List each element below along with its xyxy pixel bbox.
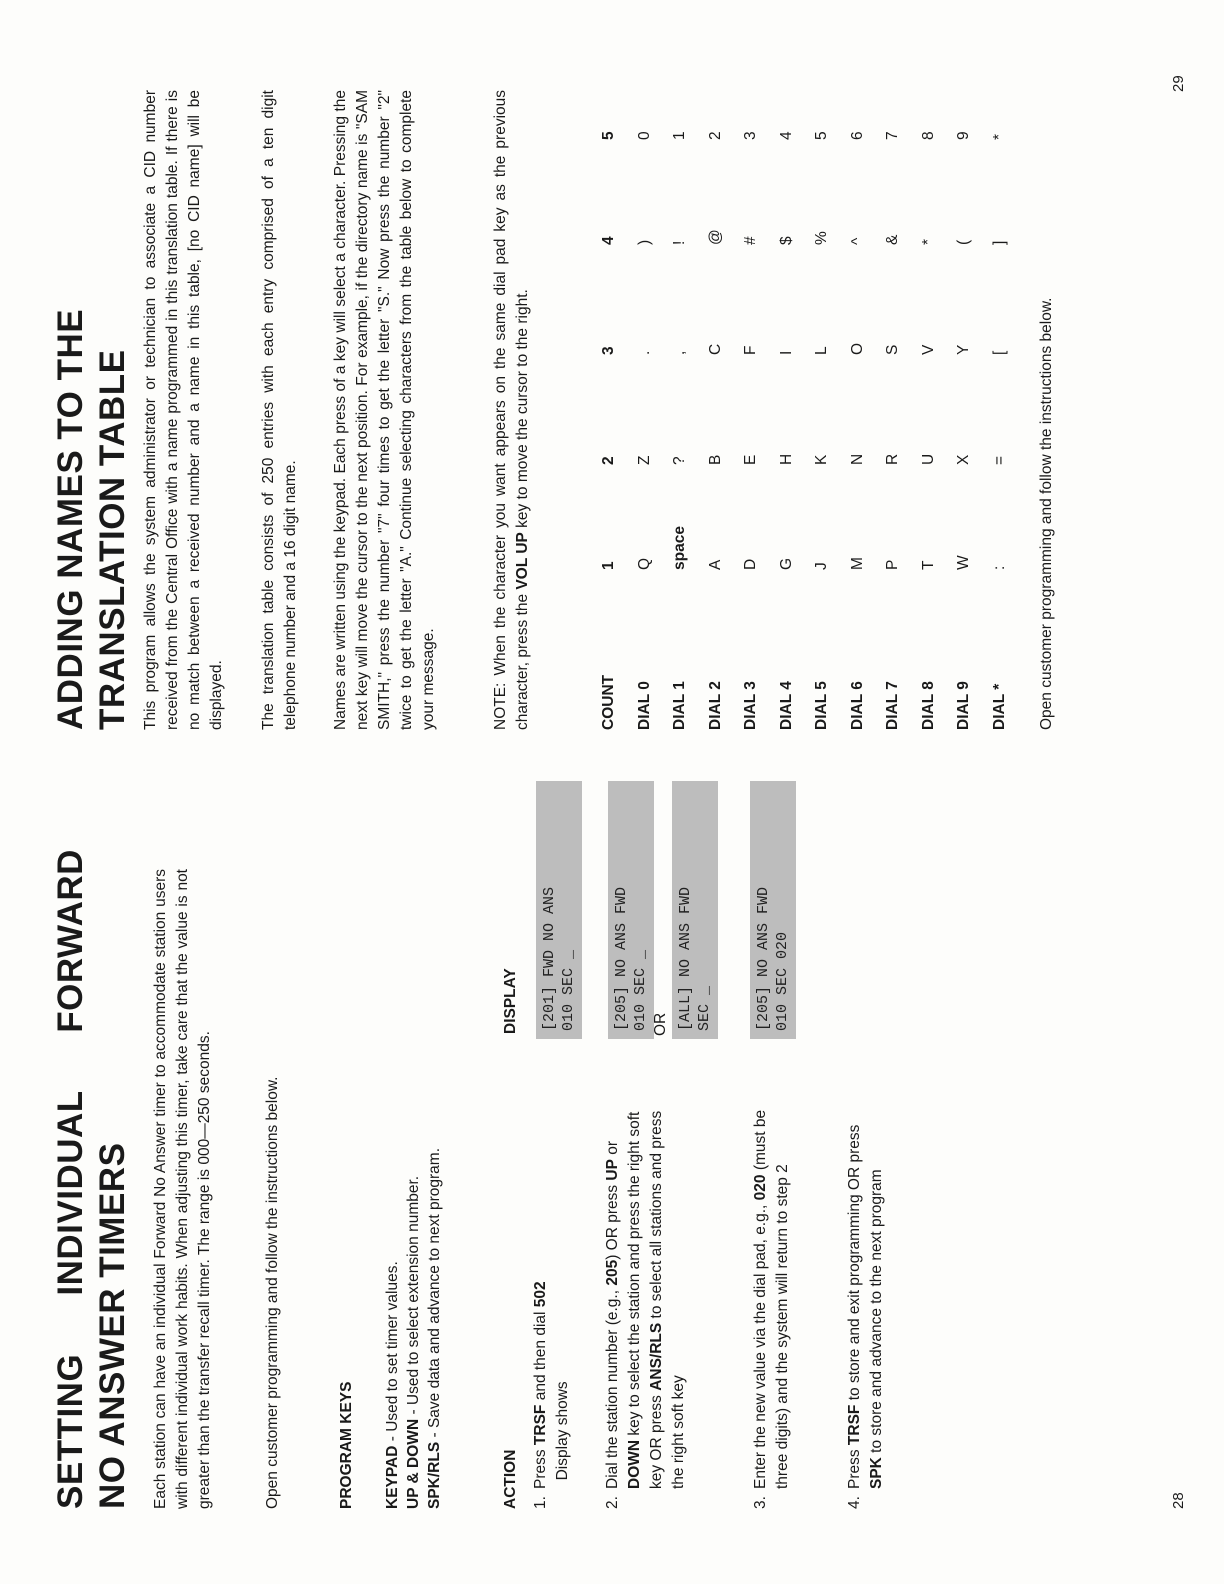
left-open-text: Open customer programming and follow the instructions below. (264, 1076, 281, 1509)
table-cell: 4 (600, 236, 617, 245)
right-para-2: The translation table consists of 250 entries with each entry comprised of a ten digit telephone number and a 16 digit name. (260, 90, 299, 730)
table-cell: [ (990, 350, 1008, 355)
table-cell: 5 (600, 131, 617, 140)
table-cell: Z (635, 455, 653, 465)
table-cell: ? (671, 456, 688, 465)
table-cell: G (777, 557, 795, 570)
table-cell: 3 (742, 131, 759, 140)
table-cell: * (990, 133, 1008, 140)
table-cell: 0 (635, 131, 653, 140)
table-cell: E (742, 454, 759, 465)
table-cell: H (777, 453, 795, 465)
table-cell: : (990, 565, 1008, 570)
or-label: OR (652, 1012, 669, 1036)
table-cell: ! (671, 240, 688, 245)
right-para-3: Names are written using the keypad. Each press of a key will select a character. Pressing the next key will move the cursor to the next position. For example, if the directory name is "SAM SMITH," press the number "7" four times to get the letter "S." Now press the number "2" twice to get the letter "A." Continue selecting characters from the table below to complete your message. (332, 90, 437, 730)
right-title-line2: TRANSLATION TABLE (93, 349, 132, 730)
lcd-display-2: [205] NO ANS FWD 010 SEC _ (608, 781, 654, 1039)
step-4-text: Press TRSF to store and exit programming OR press SPK to store and advance to the next program (846, 1124, 885, 1489)
left-intro: Each station can have an individual Forward No Answer timer to accommodate station users with different individual work habits. When adjusting this timer, take care that the value is not greater than the transfer recall timer. The range is 000—250 seconds. (152, 869, 213, 1509)
table-cell: B (706, 454, 724, 465)
left-page: SETTING INDIVIDUAL FORWARD NO ANSWER TIMERS Each station can have an individual Forward No Answer timer to accommodate station users with different individual work habits. When adjusting this timer, take care that the value is not greater than the transfer recall timer. The range is 000—250 seconds. Open customer programming and follow the instructions below. PROGRAM KEYS KEYPAD - Used to set timer values. UP & DOWN - Used to select extension number. SPK/RLS - Save data and advance to next program. ACTION DISPLAY 1. Press TRSF and then dial 502 Display shows 2. Dial the station number (e.g., 205) OR press UP or DOWN key to select the station and press the right soft key OR press ANS/RLS to select all stations and press the right soft key 3. Enter the new value via the dial pad, e.g., 020 (must be three digits) and the system will return to step 2 4. Press TRSF to store and exit programming OR press SPK to store and advance to the next program [201] FWD NO ANS 010 SEC _ [205] NO ANS FWD 010 SEC _ OR [ALL] NO ANS FWD SEC _ [205] NO ANS FWD 010 SEC 020 28 (0, 792, 1224, 1584)
table-cell: U (919, 453, 937, 465)
table-cell: # (742, 236, 759, 245)
table-row-label: DIAL 4 (777, 681, 795, 730)
table-row-label: DIAL 7 (884, 681, 901, 730)
table-cell: I (777, 350, 795, 355)
table-cell: K (813, 454, 830, 465)
lcd-display-4: [205] NO ANS FWD 010 SEC 020 (750, 781, 796, 1039)
table-cell: O (848, 342, 866, 355)
table-row-label: DIAL * (990, 683, 1008, 730)
table-cell: 1 (671, 131, 688, 140)
table-cell: N (848, 453, 866, 465)
right-open-text: Open customer programming and follow the instructions below. (1038, 297, 1055, 730)
table-cell: 7 (884, 131, 901, 140)
table-row-label: DIAL 1 (671, 681, 688, 730)
table-cell: R (884, 453, 901, 465)
table-cell: M (848, 557, 866, 570)
table-cell: V (919, 344, 937, 355)
table-cell: L (813, 346, 830, 355)
table-cell: 6 (848, 131, 866, 140)
step-2-text: Dial the station number (e.g., 205) OR press UP or DOWN key to select the station and press the right soft key OR press ANS/RLS to select all stations and press the right soft key (604, 1110, 687, 1489)
table-cell: 4 (777, 131, 795, 140)
table-cell: 3 (600, 346, 617, 355)
display-heading: DISPLAY (502, 968, 519, 1034)
table-cell: ) (635, 239, 653, 245)
table-cell: A (706, 559, 724, 570)
table-cell: 9 (955, 131, 972, 140)
table-row-label: DIAL 9 (955, 681, 972, 730)
table-cell: 5 (813, 131, 830, 140)
table-row-label: DIAL 6 (848, 681, 866, 730)
program-keys-heading: PROGRAM KEYS (338, 1381, 355, 1509)
table-row-label: DIAL 3 (742, 681, 759, 730)
program-keys-list (382, 1148, 445, 1509)
table-cell: Q (635, 557, 653, 570)
table-cell: ( (955, 239, 972, 245)
table-cell: @ (706, 229, 724, 245)
left-title-line2: NO ANSWER TIMERS (93, 1142, 132, 1509)
table-cell: X (955, 454, 972, 465)
table-row-label: DIAL 0 (635, 681, 653, 730)
lcd-display-1: [201] FWD NO ANS 010 SEC _ (536, 781, 582, 1039)
table-cell: , (671, 350, 688, 355)
table-cell: 2 (600, 456, 617, 465)
right-page-title (50, 30, 134, 730)
table-cell: Y (955, 344, 972, 355)
table-cell: $ (777, 236, 795, 245)
left-page-title (50, 809, 134, 1509)
program-key-up-down: UP & DOWN - Used to select extension number. (405, 1175, 422, 1509)
table-cell: S (884, 344, 901, 355)
table-cell: J (813, 562, 830, 570)
table-cell: F (742, 345, 759, 355)
left-title-line1: SETTING INDIVIDUAL FORWARD (51, 849, 90, 1509)
lcd-display-3: [ALL] NO ANS FWD SEC _ (672, 781, 718, 1039)
action-heading: ACTION (502, 1449, 519, 1509)
table-cell: space (671, 526, 688, 570)
page-number-29: 29 (1170, 75, 1187, 92)
table-cell: ] (990, 240, 1008, 245)
table-cell: C (706, 343, 724, 355)
page-number-28: 28 (1170, 1492, 1187, 1509)
table-cell: = (990, 455, 1008, 465)
program-key-spk-rls: SPK/RLS - Save data and advance to next program. (426, 1147, 443, 1509)
step-1-text: Press TRSF and then dial 502 Display shows (532, 1281, 571, 1489)
table-cell: T (919, 560, 937, 570)
table-cell: * (919, 238, 937, 245)
right-para-1: This program allows the system administrator or technician to associate a CID number received from the Central Office with a name programmed in this translation table. If there is no match between a received number and a name in this table, [no CID name] will be displayed. (142, 90, 225, 730)
table-cell: 8 (919, 131, 937, 140)
table-cell: P (884, 559, 901, 570)
table-row-label: DIAL 5 (813, 681, 830, 730)
table-cell: D (742, 558, 759, 570)
table-cell: ^ (848, 237, 866, 245)
program-key-keypad: KEYPAD - Used to set timer values. (384, 1261, 401, 1509)
table-cell: % (813, 231, 830, 245)
table-cell: . (635, 350, 653, 355)
right-note: NOTE: When the character you want appears on the same dial pad key as the previous character, press the VOL UP key to move the cursor to the right. (492, 90, 531, 730)
table-cell: & (884, 234, 901, 245)
table-row-label: DIAL 2 (706, 681, 724, 730)
table-cell: W (955, 555, 972, 570)
right-title-line1: ADDING NAMES TO THE (51, 308, 90, 730)
table-cell: 1 (600, 561, 617, 570)
table-cell: 2 (706, 131, 724, 140)
table-row-label: DIAL 8 (919, 681, 937, 730)
table-row-label: COUNT (600, 674, 617, 730)
step-3-text: Enter the new value via the dial pad, e.g., 020 (must be three digits) and the system will return to step 2 (752, 1109, 791, 1489)
